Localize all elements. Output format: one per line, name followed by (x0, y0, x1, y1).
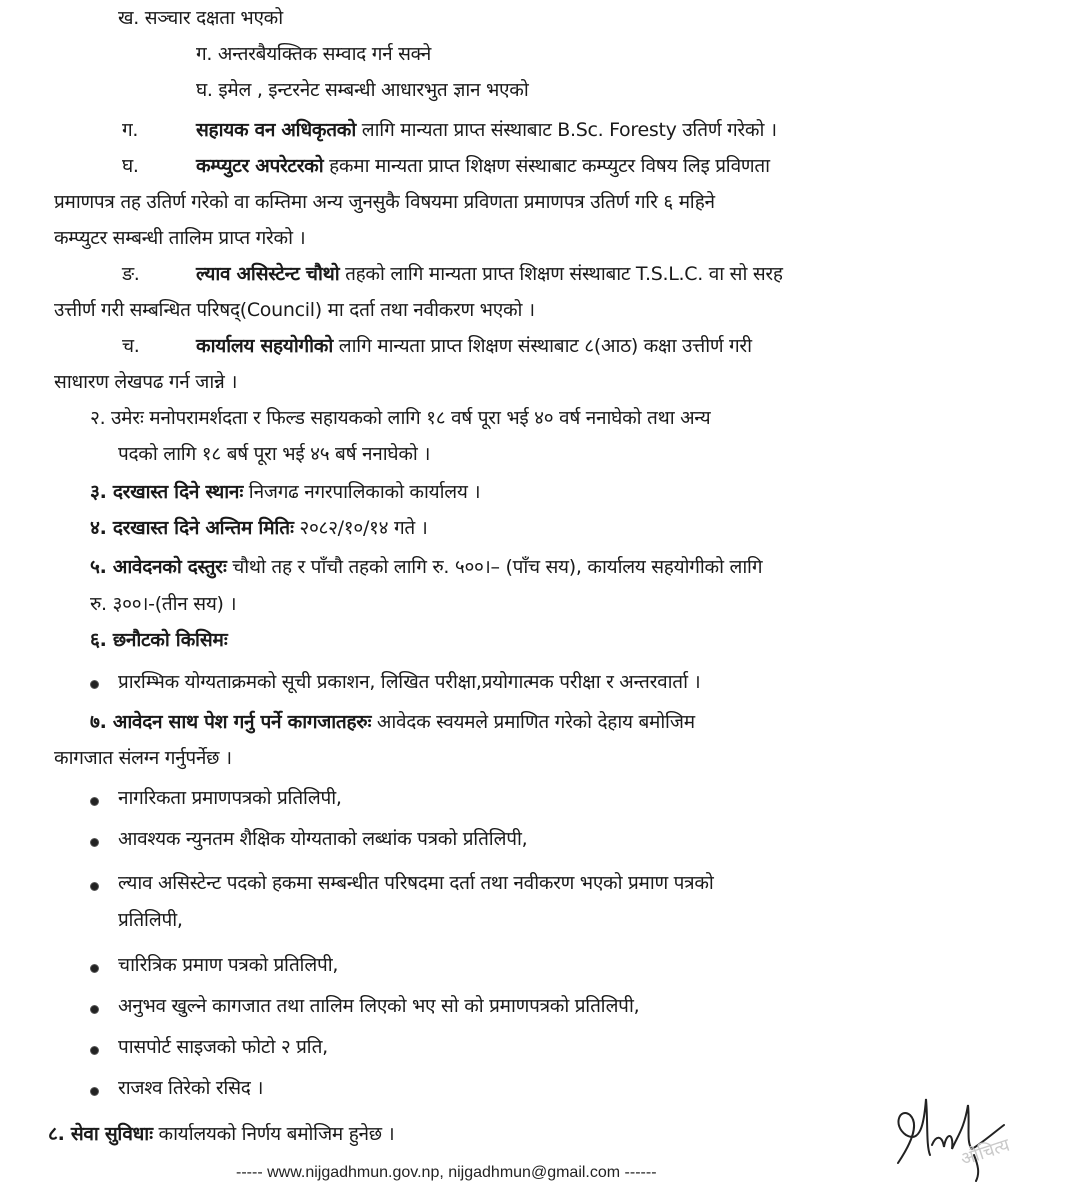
line-text: तहको लागि मान्यता प्राप्त शिक्षण संस्थाबाट T.S.L.C. वा सो सरह (339, 263, 783, 285)
line-paragraph: रु. ३००।-(तीन सय) । (90, 593, 237, 615)
section-heading: ८. सेवा सुविधाः (48, 1123, 153, 1145)
section-heading: ३. दरखास्त दिने स्थानः (90, 481, 243, 503)
line-paragraph: कागजात संलग्न गर्नुपर्नेछ । (54, 747, 232, 769)
line-nga-label: ङ. (122, 263, 140, 285)
section-8-service-benefits (48, 1120, 394, 1148)
line-paragraph: प्रमाणपत्र तह उतिर्ण गरेको वा कम्तिमा अन्य जुनसुकै विषयमा प्रविणता प्रमाणपत्र उतिर्ण गरि ६ महिने (54, 191, 715, 213)
bullet-icon (90, 1087, 99, 1096)
line-ga-sub: ग. अन्तरबैयक्तिक सम्वाद गर्न सक्ने (196, 43, 431, 65)
footer-contact: ----- www.nijgadhmun.gov.np, nijgadhmun@gmail.com ------ (236, 1164, 657, 1181)
list-item: राजश्व तिरेको रसिद । (118, 1077, 264, 1099)
list-item: प्रारम्भिक योग्यताक्रमको सूची प्रकाशन, लिखित परीक्षा,प्रयोगात्मक परीक्षा र अन्तरवार्ता । (118, 671, 701, 693)
bullet-icon (90, 797, 99, 806)
line-text: चौथो तह र पाँचौ तहको लागि रु. ५००।– (पाँच सय), कार्यालय सहयोगीको लागि (226, 556, 763, 578)
bullet-icon (90, 964, 99, 973)
line-text: निजगढ नगरपालिकाको कार्यालय । (243, 481, 481, 503)
line-text: लागि मान्यता प्राप्त शिक्षण संस्थाबाट ८(आठ) कक्षा उत्तीर्ण गरी (332, 335, 752, 357)
line-gha-computer-operator (196, 152, 984, 180)
line-text: लागि मान्यता प्राप्त संस्थाबाट B.Sc. Foresty उतिर्ण गरेको । (355, 119, 777, 141)
signature-icon (880, 1085, 1030, 1185)
section-2-age: २. उमेरः मनोपरामर्शदता र फिल्ड सहायकको लागि १८ वर्ष पूरा भई ४० वर्ष ननाघेको तथा अन्य (90, 407, 711, 429)
list-item: आवश्यक न्युनतम शैक्षिक योग्यताको लब्धांक पत्रको प्रतिलिपी, (118, 828, 528, 850)
list-item: ल्याव असिस्टेन्ट पदको हकमा सम्बन्धीत परिषदमा दर्ता तथा नवीकरण भएको प्रमाण पत्रको (118, 872, 714, 894)
list-item: चारित्रिक प्रमाण पत्रको प्रतिलिपी, (118, 954, 339, 976)
bullet-icon (90, 882, 99, 891)
section-3-application-place (90, 478, 480, 506)
bullet-icon (90, 680, 99, 689)
line-cha-office-helper (196, 332, 752, 360)
section-6-selection-type: ६. छनौटको किसिमः (90, 629, 228, 651)
list-item-continuation: प्रतिलिपी, (118, 909, 183, 931)
bold-post-name: ल्याव असिस्टेन्ट चौथो (196, 263, 340, 285)
line-text: आवेदक स्वयमले प्रमाणित गरेको देहाय बमोजिम (371, 711, 695, 733)
line-cha-label: च. (122, 335, 140, 357)
line-gha-sub: घ. इमेल , इन्टरनेट सम्बन्धी आधारभुत ज्ञान भएको (196, 79, 529, 101)
bold-post-name: सहायक वन अधिकृतको (196, 119, 356, 141)
section-5-fee (90, 553, 762, 581)
faded-stamp: औचित्य (958, 1134, 1013, 1171)
bullet-icon (90, 1005, 99, 1014)
section-heading: ४. दरखास्त दिने अन्तिम मितिः (90, 517, 294, 539)
section-7-required-documents (90, 708, 695, 736)
line-paragraph: साधारण लेखपढ गर्न जान्ने । (54, 371, 238, 393)
line-ga-forest-officer (196, 116, 777, 144)
line-paragraph: कम्प्युटर सम्बन्धी तालिम प्राप्त गरेको । (54, 227, 306, 249)
bold-post-name: कार्यालय सहयोगीको (196, 335, 333, 357)
line-gha-label: घ. (122, 155, 139, 177)
bold-post-name: कम्प्युटर अपरेटरको (196, 155, 324, 177)
line-paragraph: पदको लागि १८ बर्ष पूरा भई ४५ बर्ष ननाघेको । (118, 443, 431, 465)
line-paragraph: उत्तीर्ण गरी सम्बन्धित परिषद्(Council) मा दर्ता तथा नवीकरण भएको । (54, 299, 535, 321)
line-text: हकमा मान्यता प्राप्त शिक्षण संस्थाबाट कम्प्युटर विषय लिइ प्रविणता (323, 155, 770, 177)
line-kha: ख. सञ्चार दक्षता भएको (118, 7, 283, 29)
line-text: कार्यालयको निर्णय बमोजिम हुनेछ । (152, 1123, 395, 1145)
line-ga-label: ग. (122, 119, 139, 141)
list-item: नागरिकता प्रमाणपत्रको प्रतिलिपी, (118, 787, 342, 809)
section-heading: ५. आवेदनको दस्तुरः (90, 556, 227, 578)
bullet-icon (90, 838, 99, 847)
bullet-icon (90, 1046, 99, 1055)
deadline-date: २०८२/१०/१४ गते । (293, 517, 428, 539)
section-heading: ७. आवेदन साथ पेश गर्नु पर्ने कागजातहरुः (90, 711, 372, 733)
list-item: अनुभव खुल्ने कागजात तथा तालिम लिएको भए सो को प्रमाणपत्रको प्रतिलिपी, (118, 995, 640, 1017)
section-4-deadline (90, 514, 428, 542)
line-nga-lab-assistant (196, 260, 783, 288)
list-item: पासपोर्ट साइजको फोटो २ प्रति, (118, 1036, 328, 1058)
